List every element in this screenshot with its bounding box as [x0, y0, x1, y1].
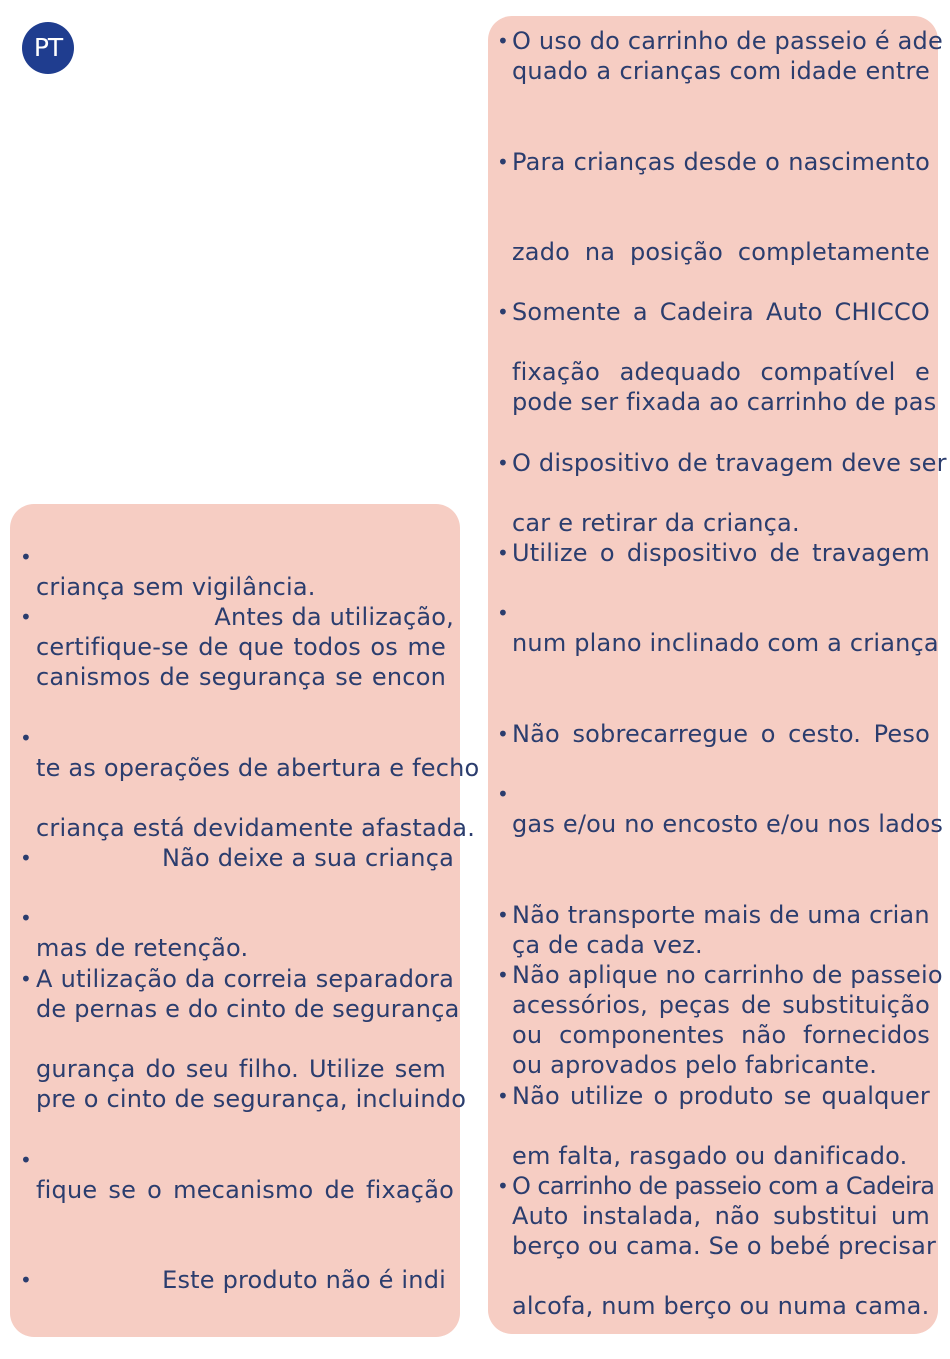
text-line: em falta, rasgado ou danificado.: [512, 1142, 908, 1170]
text-line: Para crianças desde o nascimento: [512, 148, 930, 176]
text-line: Não deixe a sua criança: [161, 844, 454, 872]
text-line: ça de cada vez.: [512, 931, 703, 959]
bullet: •: [497, 541, 509, 565]
text-line: O dispositivo de travagem deve ser: [512, 449, 947, 477]
text-line: criança está devidamente afastada.: [36, 814, 476, 842]
text-line: Não aplique no carrinho de passeio: [512, 961, 943, 989]
bullet: •: [497, 1084, 509, 1108]
text-line: Utilize o dispositivo de travagem: [512, 539, 930, 567]
text-line: O uso do carrinho de passeio é ade: [512, 27, 943, 55]
text-line: Antes da utilização,: [214, 603, 454, 631]
text-line: Não utilize o produto se qualquer: [512, 1082, 930, 1110]
text-line: Somente a Cadeira Auto CHICCO: [512, 298, 930, 326]
text-line: Este produto não é indi: [162, 1266, 446, 1294]
text-line: gurança do seu filho. Utilize sem: [36, 1055, 446, 1083]
text-line: fixação adequado compatível e: [512, 358, 930, 386]
text-line: ou aprovados pelo fabricante.: [512, 1051, 878, 1079]
text-line: certifique-se de que todos os me: [36, 633, 446, 661]
bullet: •: [497, 782, 509, 806]
text-line: zado na posição completamente: [512, 238, 930, 266]
text-line: pre o cinto de segurança, incluindo: [36, 1085, 467, 1113]
language-badge-pt: PT: [22, 22, 74, 74]
text-line: quado a crianças com idade entre: [512, 57, 930, 85]
bullet: •: [497, 601, 509, 625]
text-line: de pernas e do cinto de segurança: [36, 995, 460, 1023]
text-line: alcofa, num berço ou numa cama.: [512, 1292, 930, 1320]
bullet: •: [20, 605, 32, 629]
bullet: •: [20, 1148, 32, 1172]
text-line: fique se o mecanismo de fixação: [36, 1176, 454, 1204]
text-line: te as operações de abertura e fecho: [36, 754, 480, 782]
text-line: canismos de segurança se encon: [36, 663, 446, 691]
bullet: •: [497, 300, 509, 324]
text-line: mas de retenção.: [36, 934, 249, 962]
bullet: •: [497, 903, 509, 927]
warnings-panel-right: [488, 16, 947, 1334]
bullet: •: [20, 846, 32, 870]
text-line: num plano inclinado com a criança: [512, 629, 939, 657]
text-line: Não transporte mais de uma crian: [512, 901, 930, 929]
text-line: A utilização da correia separadora: [36, 965, 454, 993]
text-line: O carrinho de passeio com a Cadeira: [512, 1172, 935, 1200]
text-line: Não sobrecarregue o cesto. Peso: [512, 720, 930, 748]
bullet: •: [497, 963, 509, 987]
text-line: Auto instalada, não substitui um: [512, 1202, 930, 1230]
bullet: •: [497, 722, 509, 746]
bullet: •: [20, 906, 32, 930]
bullet: •: [497, 1174, 509, 1198]
bullet: •: [497, 29, 509, 53]
text-line: acessórios, peças de substituição: [512, 991, 930, 1019]
text-line: ou componentes não fornecidos: [512, 1021, 930, 1049]
text-line: berço ou cama. Se o bebé precisar: [512, 1232, 937, 1260]
bullet: •: [497, 451, 509, 475]
text-line: criança sem vigilância.: [36, 573, 316, 601]
bullet: •: [20, 545, 32, 569]
bullet: •: [20, 1268, 32, 1292]
text-line: gas e/ou no encosto e/ou nos lados: [512, 810, 944, 838]
bullet: •: [20, 967, 32, 991]
text-line: car e retirar da criança.: [512, 509, 800, 537]
text-line: pode ser fixada ao carrinho de pas: [512, 388, 937, 416]
bullet: •: [497, 150, 509, 174]
bullet: •: [20, 726, 32, 750]
